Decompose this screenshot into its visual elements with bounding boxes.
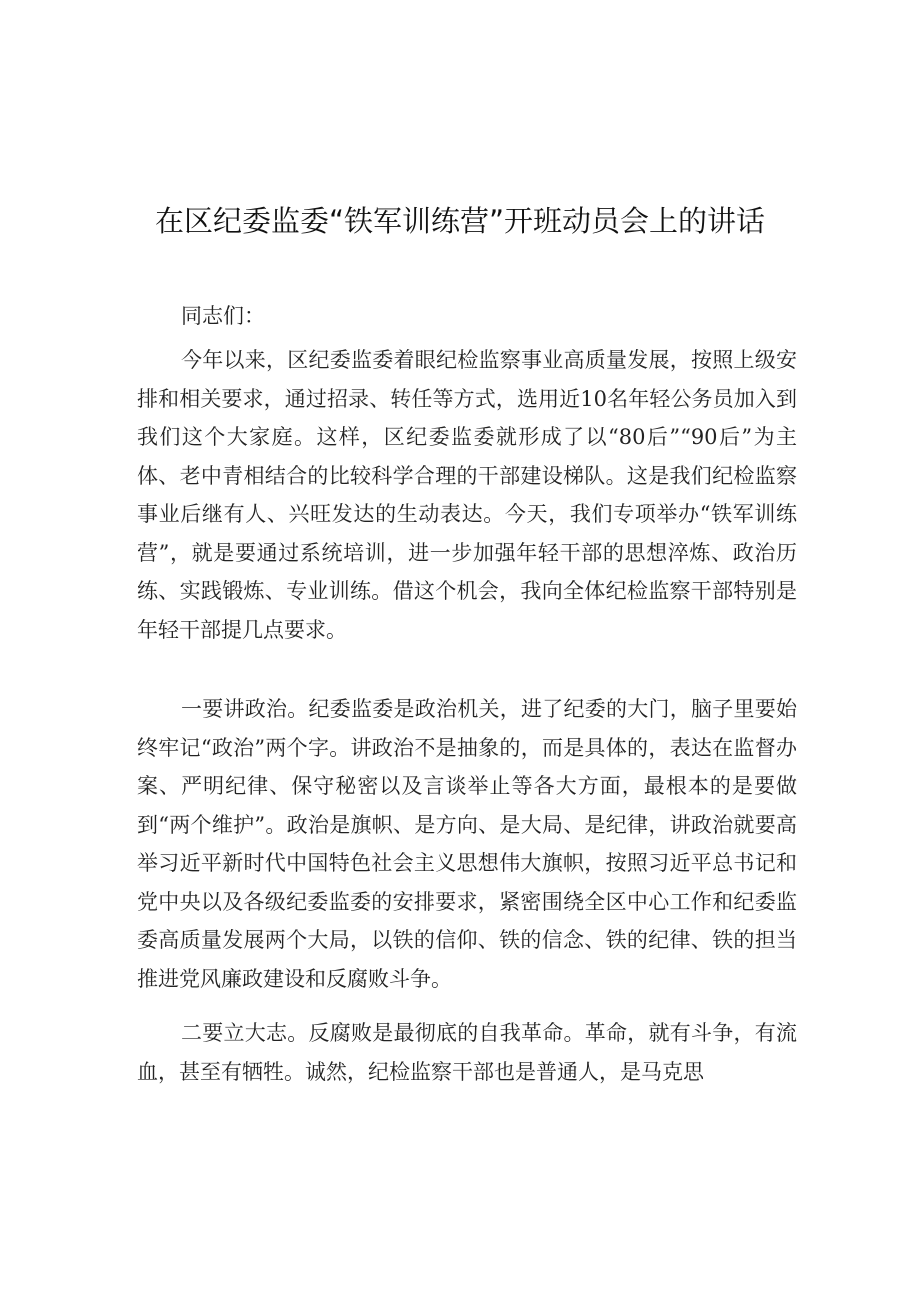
paragraph-ambition: 二要立大志。反腐败是最彻底的自我革命。革命，就有斗争，有流血，甚至有牺牲。诚然，纪检监察干部也是普通人，是马克思 bbox=[137, 1021, 797, 1084]
document-title: 在区纪委监委“铁军训练营”开班动员会上的讲话 bbox=[154, 204, 766, 238]
paragraph-politics: 一要讲政治。纪委监委是政治机关，进了纪委的大门，脑子里要始终牢记“政治”两个字。讲政治不是抽象的，而是具体的，表达在监督办案、严明纪律、保守秘密以及言谈举止等各大方面，最根本的是要做到“两个维护”。政治是旗帜、是方向、是大局、是纪律，讲政治就要高举习近平新时代中国特色社会主义思想伟大旗帜，按照习近平总书记和党中央以及各级纪委监委的安排要求，紧密围绕全区中心工作和纪委监委高质量发展两个大局，以铁的信仰、铁的信念、铁的纪律、铁的担当推进党风廉政建设和反腐败斗争。 bbox=[137, 697, 797, 991]
paragraph-intro: 今年以来，区纪委监委着眼纪检监察事业高质量发展，按照上级安排和相关要求，通过招录、转任等方式，选用近10名年轻公务员加入到我们这个大家庭。这样，区纪委监委就形成了以“80后”“90后”为主体、老中青相结合的比较科学合理的干部建设梯队。这是我们纪检监察事业后继有人、兴旺发达的生动表达。今天，我们专项举办“铁军训练营”，就是要通过系统培训，进一步加强年轻干部的思想淬炼、政治历练、实践锻炼、专业训练。借这个机会，我向全体纪检监察干部特别是年轻干部提几点要求。 bbox=[137, 348, 797, 642]
greeting: 同志们： bbox=[181, 304, 265, 328]
